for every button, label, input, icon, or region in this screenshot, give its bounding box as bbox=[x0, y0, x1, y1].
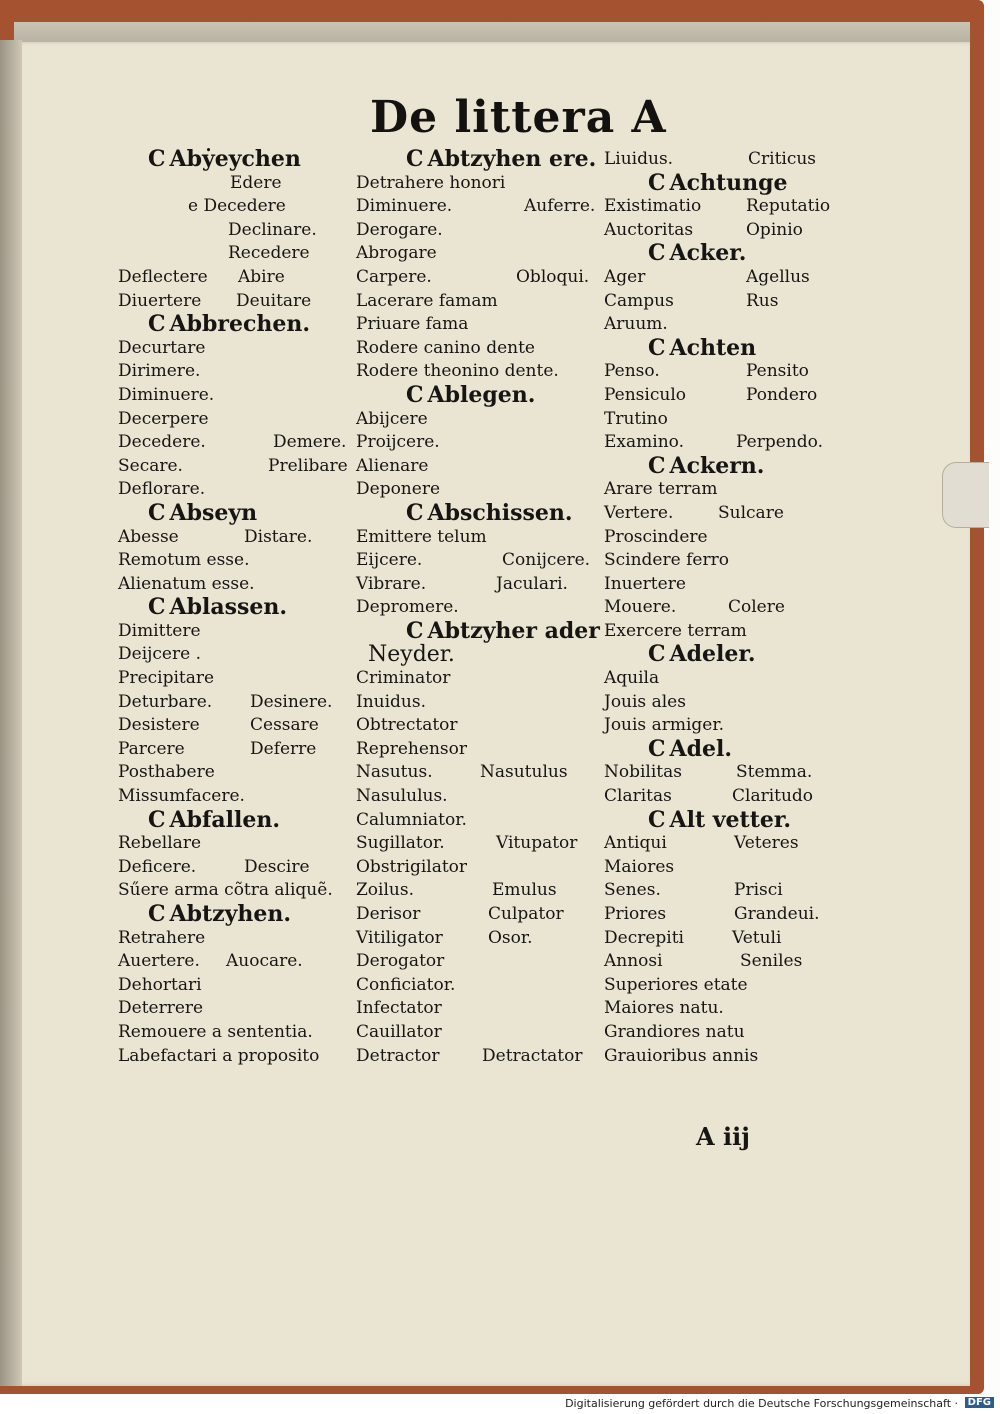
entry-line bbox=[118, 856, 358, 880]
latin-term: Rebellare bbox=[118, 833, 201, 854]
latin-term-secondary: Claritudo bbox=[732, 786, 814, 807]
pilcrow-mark: C bbox=[648, 334, 666, 361]
entry-line bbox=[118, 408, 358, 432]
latin-term: Criminator bbox=[356, 668, 451, 689]
entry-line bbox=[356, 172, 606, 196]
entry-line bbox=[118, 431, 358, 455]
entry-line bbox=[356, 856, 606, 880]
entry-line bbox=[356, 809, 606, 833]
heading-text: Abfallen. bbox=[169, 806, 281, 833]
latin-term: Superiores etate bbox=[604, 974, 748, 995]
entry-line bbox=[604, 903, 854, 927]
latin-term: Obstrigilator bbox=[356, 856, 468, 877]
latin-term: Maiores bbox=[604, 856, 675, 877]
entry-line bbox=[118, 360, 358, 384]
entry-line bbox=[118, 997, 358, 1021]
latin-term-secondary: Abire bbox=[238, 266, 285, 287]
latin-term: Diminuere. bbox=[118, 384, 215, 405]
entry-heading bbox=[356, 617, 606, 644]
entry-line bbox=[356, 927, 606, 951]
latin-term: Deficere. bbox=[118, 856, 197, 877]
pilcrow-mark: C bbox=[406, 499, 424, 526]
pilcrow-mark: C bbox=[648, 169, 666, 196]
latin-term: Inuertere bbox=[604, 573, 686, 594]
latin-term: Sűere arma cõtra aliquẽ. bbox=[118, 880, 333, 901]
latin-term: Missumfacere. bbox=[118, 786, 245, 807]
latin-term-secondary: Seniles bbox=[740, 951, 803, 972]
entry-line bbox=[118, 950, 358, 974]
latin-term: Dimittere bbox=[118, 620, 201, 641]
latin-term: Exercere terram bbox=[604, 620, 747, 641]
entry-line bbox=[118, 691, 358, 715]
latin-term: Desistere bbox=[118, 715, 200, 736]
entry-line bbox=[604, 219, 854, 243]
entry-heading bbox=[118, 806, 358, 833]
heading-text: Alt vetter. bbox=[669, 806, 792, 833]
heading-text: Ackern. bbox=[669, 452, 765, 479]
latin-term: Conficiator. bbox=[356, 974, 456, 995]
latin-term: Aruum. bbox=[604, 314, 668, 335]
entry-line bbox=[118, 738, 358, 762]
latin-term: Diminuere. bbox=[356, 196, 453, 217]
latin-term: Inuidus. bbox=[356, 691, 427, 712]
pilcrow-mark: C bbox=[406, 381, 424, 408]
heading-text: Achten bbox=[669, 334, 757, 361]
entry-line bbox=[118, 620, 358, 644]
entry-line bbox=[604, 856, 854, 880]
latin-term-secondary: Deuitare bbox=[236, 290, 312, 311]
latin-term: Rodere theonino dente. bbox=[356, 361, 559, 382]
latin-term: Examino. bbox=[604, 432, 684, 453]
latin-term: Jouis ales bbox=[604, 691, 686, 712]
pilcrow-mark: C bbox=[148, 499, 166, 526]
entry-line bbox=[604, 997, 854, 1021]
latin-term: Decrepiti bbox=[604, 927, 684, 948]
entry-line bbox=[604, 596, 854, 620]
entry-heading bbox=[604, 334, 854, 361]
entry-heading bbox=[604, 643, 854, 667]
entry-line bbox=[604, 1045, 854, 1069]
latin-term: Antiqui bbox=[604, 833, 667, 854]
entry-line bbox=[604, 974, 854, 998]
latin-term: Secare. bbox=[118, 455, 183, 476]
latin-term: Decerpere bbox=[118, 408, 209, 429]
latin-term: Vibrare. bbox=[356, 573, 427, 594]
latin-term: Infectator bbox=[356, 998, 442, 1019]
entry-line bbox=[356, 290, 606, 314]
entry-line bbox=[356, 242, 606, 266]
entry-line bbox=[604, 313, 854, 337]
latin-term-secondary: Stemma. bbox=[736, 762, 813, 783]
page-title: De littera A bbox=[370, 92, 667, 143]
entry-line bbox=[118, 667, 358, 691]
entry-line bbox=[604, 360, 854, 384]
latin-term: Rodere canino dente bbox=[356, 337, 535, 358]
latin-term: Aquila bbox=[604, 668, 660, 689]
latin-term: Reprehensor bbox=[356, 738, 467, 759]
latin-term: Depromere. bbox=[356, 597, 459, 618]
entry-line bbox=[118, 761, 358, 785]
latin-term: Deturbare. bbox=[118, 691, 213, 712]
entry-line bbox=[356, 1045, 606, 1069]
entry-line bbox=[356, 785, 606, 809]
pilcrow-mark: C bbox=[648, 240, 666, 267]
entry-line bbox=[118, 879, 358, 903]
entry-line bbox=[356, 903, 606, 927]
entry-line bbox=[356, 691, 606, 715]
entry-line bbox=[118, 266, 358, 290]
latin-term-secondary: Vitupator bbox=[496, 833, 578, 854]
latin-term-secondary: Jaculari. bbox=[496, 573, 568, 594]
entry-heading bbox=[118, 313, 358, 337]
latin-term: Cauillator bbox=[356, 1021, 442, 1042]
entry-line bbox=[604, 620, 854, 644]
latin-term: Proijcere. bbox=[356, 432, 440, 453]
latin-term-secondary: Rus bbox=[746, 290, 779, 311]
entry-line bbox=[604, 927, 854, 951]
entry-line bbox=[604, 832, 854, 856]
latin-term-secondary: Criticus bbox=[748, 149, 817, 169]
latin-term: Liuidus. bbox=[604, 149, 674, 169]
entry-line bbox=[118, 242, 358, 266]
latin-term-secondary: Emulus bbox=[492, 880, 557, 901]
latin-term: Diuertere bbox=[118, 290, 202, 311]
entry-line bbox=[604, 785, 854, 809]
latin-term-secondary: Recedere bbox=[228, 243, 310, 264]
entry-line bbox=[356, 266, 606, 290]
entry-line bbox=[118, 219, 358, 243]
latin-term: Decurtare bbox=[118, 337, 206, 358]
dfg-logo: DFG bbox=[965, 1397, 994, 1408]
latin-term-secondary: Conijcere. bbox=[502, 550, 591, 571]
latin-term: Campus bbox=[604, 290, 674, 311]
entry-heading bbox=[118, 596, 358, 620]
entry-heading bbox=[356, 148, 606, 172]
latin-term: Derogator bbox=[356, 951, 445, 972]
heading-text: Acker. bbox=[669, 240, 747, 267]
entry-line bbox=[118, 1021, 358, 1045]
entry-line bbox=[356, 478, 606, 502]
latin-term-secondary: Sulcare bbox=[718, 502, 784, 523]
entry-heading bbox=[604, 735, 854, 762]
latin-term: Proscindere bbox=[604, 526, 708, 547]
heading-text: Abẏeychen bbox=[169, 146, 301, 172]
latin-term-secondary: Edere bbox=[230, 172, 282, 193]
latin-term-secondary: Reputatio bbox=[746, 196, 831, 217]
gutter-shadow bbox=[0, 40, 22, 1386]
column-3 bbox=[604, 148, 854, 1068]
entry-line bbox=[118, 832, 358, 856]
latin-term: Priuare fama bbox=[356, 314, 469, 335]
latin-term: Calumniator. bbox=[356, 809, 467, 830]
latin-term: Existimatio bbox=[604, 196, 702, 217]
latin-term-secondary: Descire bbox=[244, 856, 310, 877]
latin-term: Senes. bbox=[604, 880, 661, 901]
entry-line bbox=[356, 1021, 606, 1045]
entry-line bbox=[604, 384, 854, 408]
latin-term: Priores bbox=[604, 904, 667, 924]
entry-line bbox=[118, 526, 358, 550]
latin-term-secondary: Pondero bbox=[746, 384, 818, 405]
latin-term-secondary: Colere bbox=[728, 597, 785, 618]
entry-line bbox=[604, 549, 854, 573]
latin-term: Nasululus. bbox=[356, 786, 448, 807]
latin-term-secondary: Demere. bbox=[273, 432, 347, 453]
entry-line bbox=[604, 266, 854, 290]
entry-line bbox=[356, 738, 606, 762]
pilcrow-mark: C bbox=[148, 146, 166, 172]
latin-term: Decedere. bbox=[118, 432, 206, 453]
latin-term: Nobilitas bbox=[604, 762, 682, 783]
entry-line bbox=[356, 455, 606, 479]
latin-term: Deflectere bbox=[118, 266, 208, 287]
page-tab bbox=[942, 462, 989, 528]
page-edges bbox=[14, 22, 970, 44]
entry-line bbox=[118, 290, 358, 314]
latin-term-secondary: Detractator bbox=[482, 1045, 583, 1066]
entry-heading bbox=[118, 148, 358, 172]
heading-text: Abtzyhen ere. bbox=[427, 146, 597, 172]
latin-term: Deijcere . bbox=[118, 644, 201, 665]
latin-term: Arare terram bbox=[604, 479, 718, 500]
latin-term: Alienare bbox=[356, 455, 429, 476]
pilcrow-mark: C bbox=[148, 806, 166, 833]
heading-text: Ablegen. bbox=[427, 381, 536, 408]
footer-text: Digitalisierung gefördert durch die Deutsche Forschungsgemeinschaft · bbox=[565, 1397, 958, 1410]
entry-line bbox=[118, 1045, 358, 1069]
latin-term-secondary: Obloqui. bbox=[516, 266, 590, 287]
entry-heading bbox=[356, 499, 606, 526]
latin-term-secondary: Pensito bbox=[746, 361, 809, 382]
latin-term: Abijcere bbox=[356, 408, 428, 429]
latin-term-secondary: Declinare. bbox=[228, 219, 317, 240]
latin-term: Abesse bbox=[118, 526, 179, 547]
entry-line bbox=[356, 997, 606, 1021]
heading-text: Adel. bbox=[669, 735, 732, 762]
latin-term-secondary: Prelibare bbox=[268, 455, 348, 476]
pilcrow-mark: C bbox=[406, 617, 424, 644]
latin-term-secondary: Veteres bbox=[734, 833, 799, 854]
signature-mark: A iij bbox=[696, 1122, 750, 1151]
column-2 bbox=[356, 148, 606, 1068]
heading-text: Adeler. bbox=[669, 641, 756, 668]
entry-line bbox=[356, 360, 606, 384]
latin-term: Alienatum esse. bbox=[118, 573, 255, 594]
latin-term: Pensiculo bbox=[604, 384, 686, 405]
latin-term: Jouis armiger. bbox=[604, 715, 724, 736]
entry-line bbox=[356, 643, 606, 667]
heading-text: Ablassen. bbox=[169, 594, 288, 621]
latin-term: Derogare. bbox=[356, 219, 443, 240]
entry-heading bbox=[356, 381, 606, 408]
entry-line bbox=[356, 337, 606, 361]
latin-term: Posthabere bbox=[118, 762, 215, 783]
entry-line bbox=[604, 879, 854, 903]
latin-term: Eijcere. bbox=[356, 550, 423, 571]
latin-term: Obtrectator bbox=[356, 715, 458, 736]
entry-line bbox=[118, 573, 358, 597]
latin-term-secondary: Prisci bbox=[734, 880, 783, 901]
latin-term: Deterrere bbox=[118, 998, 204, 1019]
pilcrow-mark: C bbox=[648, 641, 666, 668]
entry-line bbox=[604, 714, 854, 738]
pilcrow-mark: C bbox=[648, 452, 666, 479]
latin-term: Derisor bbox=[356, 904, 421, 924]
pilcrow-mark: C bbox=[148, 311, 166, 338]
entry-line bbox=[356, 832, 606, 856]
entry-line bbox=[118, 643, 358, 667]
entry-line bbox=[604, 148, 854, 172]
latin-term: Deflorare. bbox=[118, 479, 206, 500]
latin-term: Mouere. bbox=[604, 597, 677, 618]
latin-term: Zoilus. bbox=[356, 880, 414, 901]
entry-line bbox=[604, 667, 854, 691]
entry-heading bbox=[604, 452, 854, 479]
latin-term: Grauioribus annis bbox=[604, 1045, 759, 1066]
latin-term: Dirimere. bbox=[118, 361, 201, 382]
entry-line bbox=[604, 408, 854, 432]
heading-text: Abschissen. bbox=[427, 499, 573, 526]
latin-term: Emittere telum bbox=[356, 526, 487, 547]
entry-line bbox=[356, 974, 606, 998]
pilcrow-mark: C bbox=[148, 901, 166, 927]
latin-term-secondary: Deferre bbox=[250, 738, 317, 759]
latin-term-secondary: Opinio bbox=[746, 219, 803, 240]
pilcrow-mark: C bbox=[648, 735, 666, 762]
entry-line bbox=[604, 950, 854, 974]
latin-term: Auctoritas bbox=[604, 219, 694, 240]
latin-term: Vitiligator bbox=[356, 927, 443, 948]
entry-heading bbox=[604, 806, 854, 833]
latin-term: Annosi bbox=[604, 951, 663, 972]
column-1 bbox=[118, 148, 358, 1068]
entry-line bbox=[356, 408, 606, 432]
latin-term: Grandiores natu bbox=[604, 1021, 745, 1042]
latin-term-secondary: Distare. bbox=[244, 526, 313, 547]
latin-term-secondary: Agellus bbox=[746, 266, 810, 287]
latin-term: Remouere a sententia. bbox=[118, 1021, 313, 1042]
latin-term: Ager bbox=[604, 266, 646, 287]
entry-line bbox=[604, 526, 854, 550]
latin-term: Precipitare bbox=[118, 668, 215, 689]
latin-term-secondary: Osor. bbox=[488, 927, 533, 948]
latin-term: Trutino bbox=[604, 408, 668, 429]
latin-term: Penso. bbox=[604, 361, 660, 382]
entry-line bbox=[118, 455, 358, 479]
latin-term-secondary: Cessare bbox=[250, 715, 319, 736]
latin-term-secondary: Auocare. bbox=[226, 951, 303, 972]
latin-term: Detrahere honori bbox=[356, 172, 506, 193]
latin-term: Remotum esse. bbox=[118, 550, 250, 571]
heading-text: Abtzyher ader bbox=[427, 617, 600, 644]
latin-term: Deponere bbox=[356, 479, 441, 500]
latin-term-secondary: Grandeui. bbox=[734, 904, 820, 924]
latin-term: Nasutus. bbox=[356, 762, 433, 783]
entry-line bbox=[356, 573, 606, 597]
latin-term-secondary: Desinere. bbox=[250, 691, 333, 712]
entry-line bbox=[118, 927, 358, 951]
entry-line bbox=[118, 384, 358, 408]
entry-line bbox=[604, 290, 854, 314]
entry-line bbox=[118, 549, 358, 573]
latin-term: Vertere. bbox=[604, 502, 674, 523]
entry-line bbox=[356, 549, 606, 573]
latin-term: Scindere ferro bbox=[604, 550, 729, 571]
entry-line bbox=[356, 879, 606, 903]
latin-term: Parcere bbox=[118, 738, 185, 759]
entry-line bbox=[356, 761, 606, 785]
pilcrow-mark: C bbox=[406, 146, 424, 172]
latin-term: Abrogare bbox=[356, 243, 437, 264]
entry-line bbox=[604, 1021, 854, 1045]
entry-line bbox=[118, 195, 358, 219]
entry-line bbox=[356, 596, 606, 620]
entry-line bbox=[604, 431, 854, 455]
latin-term: Detractor bbox=[356, 1045, 440, 1066]
latin-term-secondary: Vetuli bbox=[732, 927, 782, 948]
entry-line bbox=[118, 974, 358, 998]
entry-heading bbox=[118, 903, 358, 927]
latin-term: Dehortari bbox=[118, 974, 202, 995]
entry-heading bbox=[118, 499, 358, 526]
entry-line bbox=[356, 950, 606, 974]
entry-line bbox=[118, 785, 358, 809]
entry-line bbox=[604, 502, 854, 526]
latin-term: Sugillator. bbox=[356, 833, 445, 854]
latin-term: Claritas bbox=[604, 786, 672, 807]
entry-line bbox=[356, 526, 606, 550]
latin-term: Labefactari a proposito bbox=[118, 1045, 320, 1066]
heading-text: Abtzyhen. bbox=[169, 901, 292, 927]
heading-text: Abseyn bbox=[169, 499, 258, 526]
latin-term-secondary: e Decedere bbox=[188, 196, 286, 217]
latin-term-secondary: Auferre. bbox=[524, 196, 596, 217]
entry-line bbox=[604, 195, 854, 219]
latin-term-secondary: Perpendo. bbox=[736, 432, 823, 453]
heading-text: Achtunge bbox=[669, 169, 788, 196]
pilcrow-mark: C bbox=[648, 806, 666, 833]
entry-line bbox=[604, 478, 854, 502]
entry-line bbox=[356, 313, 606, 337]
entry-line bbox=[118, 714, 358, 738]
entry-line bbox=[604, 573, 854, 597]
latin-term: Carpere. bbox=[356, 266, 432, 287]
entry-line bbox=[604, 761, 854, 785]
latin-term: Maiores natu. bbox=[604, 998, 724, 1019]
latin-term: Retrahere bbox=[118, 927, 206, 948]
latin-term: Neyder. bbox=[368, 642, 455, 668]
entry-line bbox=[604, 691, 854, 715]
entry-heading bbox=[604, 169, 854, 196]
latin-term-secondary: Nasutulus bbox=[480, 762, 568, 783]
pilcrow-mark: C bbox=[148, 594, 166, 621]
entry-line bbox=[356, 195, 606, 219]
entry-heading bbox=[604, 242, 854, 266]
latin-term: Auertere. bbox=[118, 951, 200, 972]
footer bbox=[0, 1394, 1000, 1414]
heading-text: Abbrechen. bbox=[169, 311, 310, 338]
entry-line bbox=[356, 219, 606, 243]
latin-term: Lacerare famam bbox=[356, 290, 498, 311]
entry-line bbox=[356, 714, 606, 738]
entry-line bbox=[118, 172, 358, 196]
entry-line bbox=[356, 431, 606, 455]
entry-line bbox=[118, 337, 358, 361]
latin-term-secondary: Culpator bbox=[488, 904, 564, 924]
entry-line bbox=[118, 478, 358, 502]
entry-line bbox=[356, 667, 606, 691]
